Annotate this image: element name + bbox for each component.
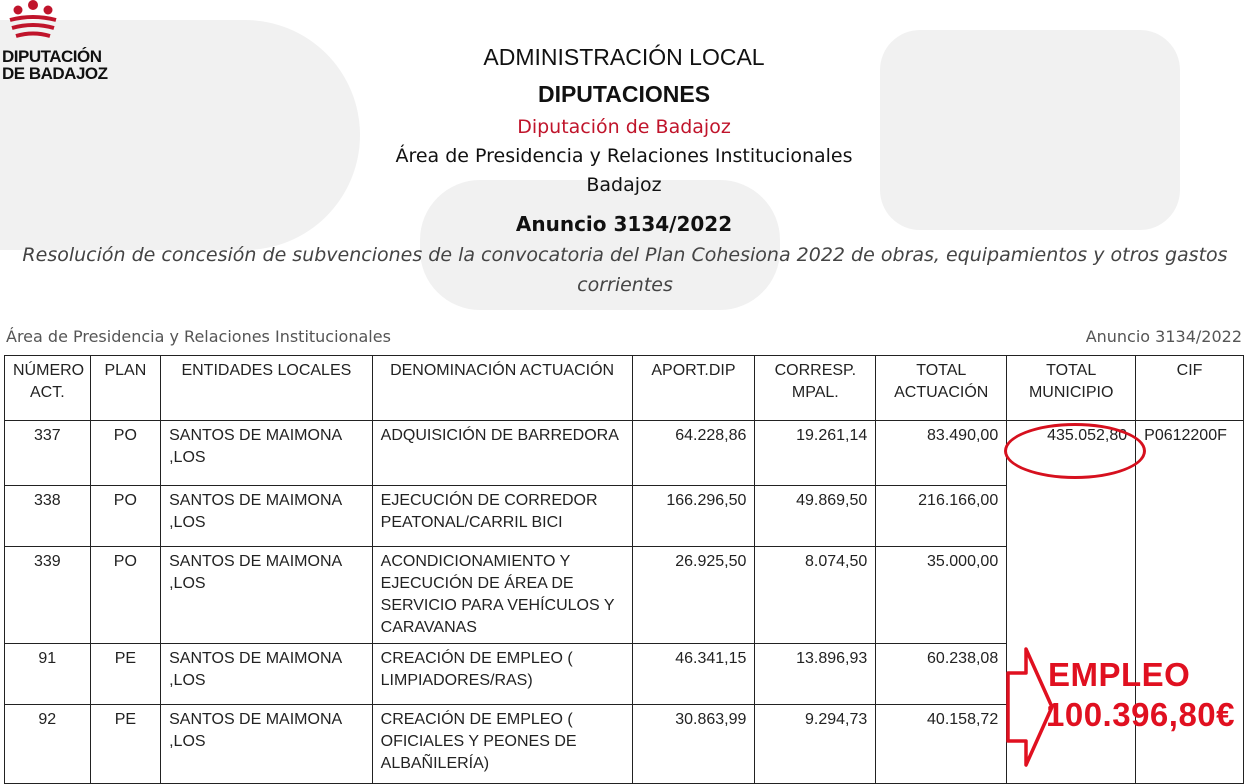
empleo-label: EMPLEO <box>1048 656 1191 693</box>
cell-plan: PO <box>90 486 161 547</box>
cell-denominacion: CREACIÓN DE EMPLEO ( OFICIALES Y PEONES DE ALBAÑILERÍA) <box>372 705 632 784</box>
column-header: APORT.DIP <box>632 356 755 421</box>
table-header-row <box>5 356 1244 421</box>
cell-total-municipio: 435.052,80 <box>1007 421 1136 784</box>
section-title: ADMINISTRACIÓN LOCAL <box>483 44 765 70</box>
cell-denominacion: EJECUCIÓN DE CORREDOR PEATONAL/CARRIL BICI <box>372 486 632 547</box>
cell-total: 83.490,00 <box>876 421 1007 486</box>
entity-name: Diputación de Badajoz <box>517 116 731 138</box>
cell-total: 40.158,72 <box>876 705 1007 784</box>
cell-total: 216.166,00 <box>876 486 1007 547</box>
column-header: TOTAL ACTUACIÓN <box>876 356 1007 421</box>
cell-num: 92 <box>5 705 91 784</box>
cell-aport: 166.296,50 <box>632 486 755 547</box>
cell-plan: PE <box>90 644 161 705</box>
cell-plan: PE <box>90 705 161 784</box>
column-header: NÚMERO ACT. <box>5 356 91 421</box>
cell-corresp: 8.074,50 <box>755 547 876 644</box>
subsection-title: DIPUTACIONES <box>537 81 711 107</box>
cell-entidad: SANTOS DE MAIMONA ,LOS <box>161 547 373 644</box>
cell-entidad: SANTOS DE MAIMONA ,LOS <box>161 705 373 784</box>
cell-corresp: 9.294,73 <box>755 705 876 784</box>
cell-corresp: 13.896,93 <box>755 644 876 705</box>
cell-denominacion: ACONDICIONAMIENTO Y EJECUCIÓN DE ÁREA DE SERVICIO PARA VEHÍCULOS Y CARAVANAS <box>372 547 632 644</box>
logo-line-2: DE BADAJOZ <box>2 64 108 83</box>
announcement-subject: Resolución de concesión de subvenciones de la convocatoria del Plan Cohesiona 2022 de obras, equipamientos y otros gastos corrientes <box>22 244 1228 296</box>
cell-aport: 64.228,86 <box>632 421 755 486</box>
cell-aport: 26.925,50 <box>632 547 755 644</box>
cell-denominacion: CREACIÓN DE EMPLEO ( LIMPIADORES/RAS) <box>372 644 632 705</box>
cell-plan: PO <box>90 421 161 486</box>
cell-plan: PO <box>90 547 161 644</box>
cell-corresp: 19.261,14 <box>755 421 876 486</box>
empleo-amount: 100.396,80€ <box>1046 696 1236 733</box>
crown-icon <box>0 0 110 50</box>
column-header: PLAN <box>90 356 161 421</box>
area-name: Área de Presidencia y Relaciones Institucionales <box>395 145 853 167</box>
cell-entidad: SANTOS DE MAIMONA ,LOS <box>161 644 373 705</box>
cell-num: 337 <box>5 421 91 486</box>
cell-aport: 46.341,15 <box>632 644 755 705</box>
column-header: TOTAL MUNICIPIO <box>1007 356 1136 421</box>
cell-num: 338 <box>5 486 91 547</box>
column-header: CORRESP. MPAL. <box>755 356 876 421</box>
highlight-circle <box>1004 423 1146 479</box>
announcement-number: Anuncio 3134/2022 <box>515 212 733 236</box>
logo-line-1: DIPUTACIÓN <box>2 47 102 66</box>
column-header: DENOMINACIÓN ACTUACIÓN <box>372 356 632 421</box>
running-header-right: Anuncio 3134/2022 <box>1085 327 1242 346</box>
cell-cif: P0612200F <box>1136 421 1244 784</box>
cell-total: 60.238,08 <box>876 644 1007 705</box>
empleo-annotation <box>1040 655 1235 735</box>
cell-total: 35.000,00 <box>876 547 1007 644</box>
cell-aport: 30.863,99 <box>632 705 755 784</box>
cell-corresp: 49.869,50 <box>755 486 876 547</box>
column-header: ENTIDADES LOCALES <box>161 356 373 421</box>
cell-entidad: SANTOS DE MAIMONA ,LOS <box>161 421 373 486</box>
cell-num: 339 <box>5 547 91 644</box>
cell-entidad: SANTOS DE MAIMONA ,LOS <box>161 486 373 547</box>
column-header: CIF <box>1136 356 1244 421</box>
cell-denominacion: ADQUISICIÓN DE BARREDORA <box>372 421 632 486</box>
running-header-left: Área de Presidencia y Relaciones Institucionales <box>6 327 391 346</box>
cell-num: 91 <box>5 644 91 705</box>
city-name: Badajoz <box>586 174 662 196</box>
